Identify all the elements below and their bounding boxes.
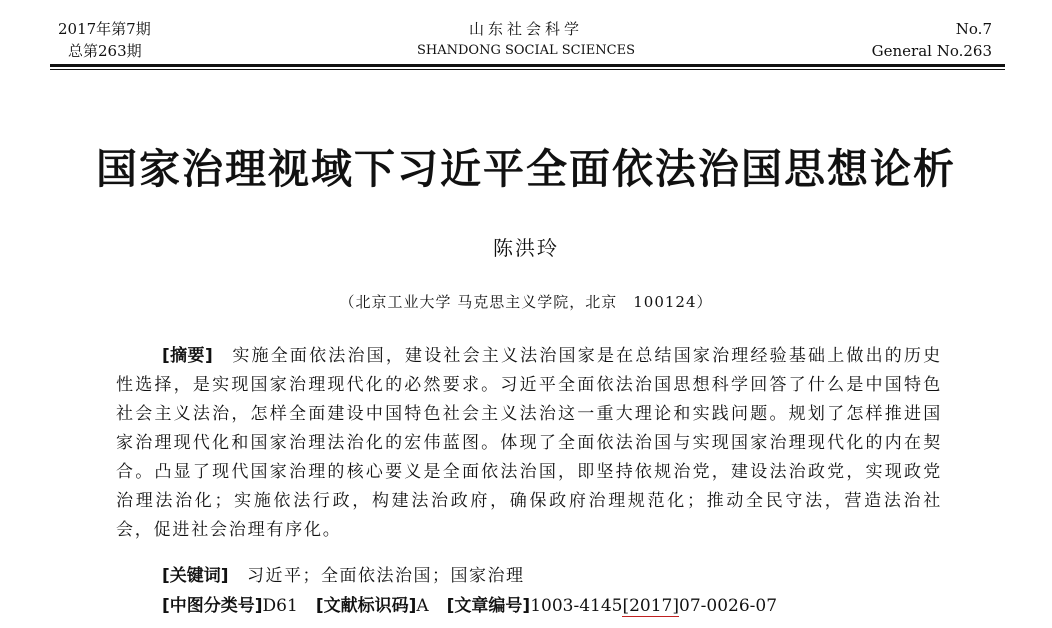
article-author: 陈洪玲	[493, 236, 559, 260]
article-number-year: [2017]	[622, 596, 679, 616]
journal-name-cn: 山东社会科学	[468, 20, 583, 38]
header-rule-thick	[50, 64, 1005, 67]
total-issue-number: 总第263期	[68, 42, 142, 60]
issue-info-en	[872, 18, 992, 62]
author-affiliation: （北京工业大学 马克思主义学院，北京 100124）	[339, 293, 713, 311]
article-number-suffix: 07-0026-07	[679, 596, 778, 616]
abstract-label: [摘要]	[162, 346, 213, 366]
abstract-text: 实施全面依法治国，建设社会主义法治国家是在总结国家治理经验基础上做出的历史性选择，是实现国家治理现代化的必然要求。习近平全面依法治国思想科学回答了什么是中国特色社会主义法治，怎样全面建设中国特色社会主义法治这一重大理论和实践问题。规划了怎样推进国家治理现代化和国家治理法治化的宏伟蓝图。体现了全面依法治国与实现国家治理现代化的内在契合。凸显了现代国家治理的核心要义是全面依法治国，即坚持依规治党，建设法治政党，实现政党治理法治化；实施依法行政，构建法治政府，确保政府治理规范化；推动全民守法，营造法治社会，促进社会治理有序化。	[116, 346, 942, 540]
keywords-text: 习近平；全面依法治国；国家治理	[247, 566, 525, 586]
header-rule-thin	[50, 69, 1005, 70]
clc-label: [中图分类号]	[162, 596, 263, 616]
doc-code-value: A	[416, 596, 429, 616]
abstract	[116, 342, 942, 545]
journal-header	[0, 0, 1052, 70]
clc-value: D61	[262, 596, 298, 616]
article-number-label: [文章编号]	[446, 596, 531, 616]
general-issue-number-en: General No.263	[871, 42, 992, 60]
article-title: 国家治理视域下习近平全面依法治国思想论析	[96, 145, 956, 193]
issue-number-en: No.7	[955, 20, 992, 38]
classification-line	[162, 591, 777, 616]
journal-name-en: SHANDONG SOCIAL SCIENCES	[417, 43, 635, 58]
doc-code-label: [文献标识码]	[315, 596, 417, 616]
keywords	[162, 561, 525, 586]
issue-number: 2017年第7期	[58, 20, 151, 38]
keywords-label: [关键词]	[162, 566, 229, 586]
article-number-prefix: 1003-4145	[530, 596, 623, 616]
